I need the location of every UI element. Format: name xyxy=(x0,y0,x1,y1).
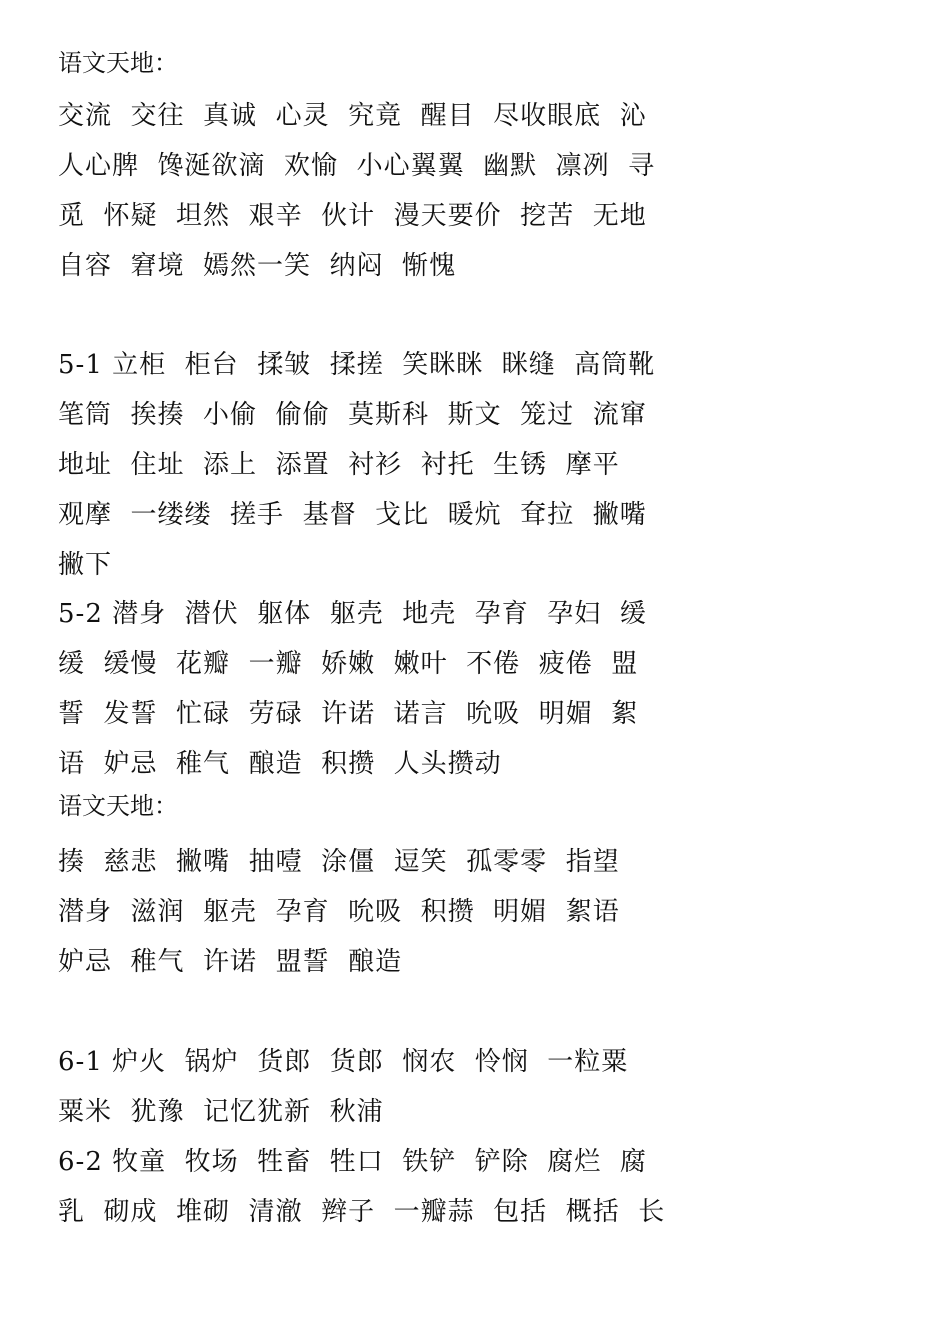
vocabulary-line: 地址 住址 添上 添置 衬衫 衬托 生锈 摩平 xyxy=(58,450,620,480)
lesson-line: 6-2 牧童 牧场 牲畜 牲口 铁铲 铲除 腐烂 腐 xyxy=(58,1147,647,1177)
vocabulary-line: 缓 缓慢 花瓣 一瓣 娇嫩 嫩叶 不倦 疲倦 盟 xyxy=(58,649,639,679)
vocabulary-line: 觅 怀疑 坦然 艰辛 伙计 漫天要价 挖苦 无地 xyxy=(58,201,647,231)
vocabulary-line: 自容 窘境 嫣然一笑 纳闷 惭愧 xyxy=(58,251,457,281)
section-heading: 语文天地： xyxy=(58,49,178,77)
vocabulary-line: 潜身 滋润 躯壳 孕育 吮吸 积攒 明媚 絮语 xyxy=(58,897,620,927)
vocabulary-line: 誓 发誓 忙碌 劳碌 许诺 诺言 吮吸 明媚 絮 xyxy=(58,699,639,729)
vocabulary-line: 语 妒忌 稚气 酿造 积攒 人头攒动 xyxy=(58,749,502,779)
vocabulary-line: 观摩 一缕缕 搓手 基督 戈比 暖炕 耷拉 撇嘴 xyxy=(58,500,647,530)
vocabulary-line: 揍 慈悲 撇嘴 抽噎 涂僵 逗笑 孤零零 指望 xyxy=(58,847,620,877)
lesson-line: 5-1 立柜 柜台 揉皱 揉搓 笑眯眯 眯缝 高筒靴 xyxy=(58,350,656,380)
section-heading: 语文天地： xyxy=(58,792,178,820)
lesson-line: 6-1 炉火 锅炉 货郎 货郎 悯农 怜悯 一粒粟 xyxy=(58,1047,629,1077)
vocabulary-line: 交流 交往 真诚 心灵 究竟 醒目 尽收眼底 沁 xyxy=(58,101,647,131)
vocabulary-line: 粟米 犹豫 记忆犹新 秋浦 xyxy=(58,1097,384,1127)
blank-line xyxy=(58,296,898,336)
vocabulary-line: 妒忌 稚气 许诺 盟誓 酿造 xyxy=(58,947,403,977)
blank-line xyxy=(58,992,898,1032)
vocabulary-line: 撇下 xyxy=(58,550,113,580)
lesson-line: 5-2 潜身 潜伏 躯体 躯壳 地壳 孕育 孕妇 缓 xyxy=(58,599,647,629)
vocabulary-line: 乳 砌成 堆砌 清澈 辫子 一瓣蒜 包括 概括 长 xyxy=(58,1197,666,1227)
vocabulary-line: 笔筒 挨揍 小偷 偷偷 莫斯科 斯文 笼过 流窜 xyxy=(58,400,647,430)
vocabulary-line: 人心脾 馋涎欲滴 欢愉 小心翼翼 幽默 凛冽 寻 xyxy=(58,151,656,181)
